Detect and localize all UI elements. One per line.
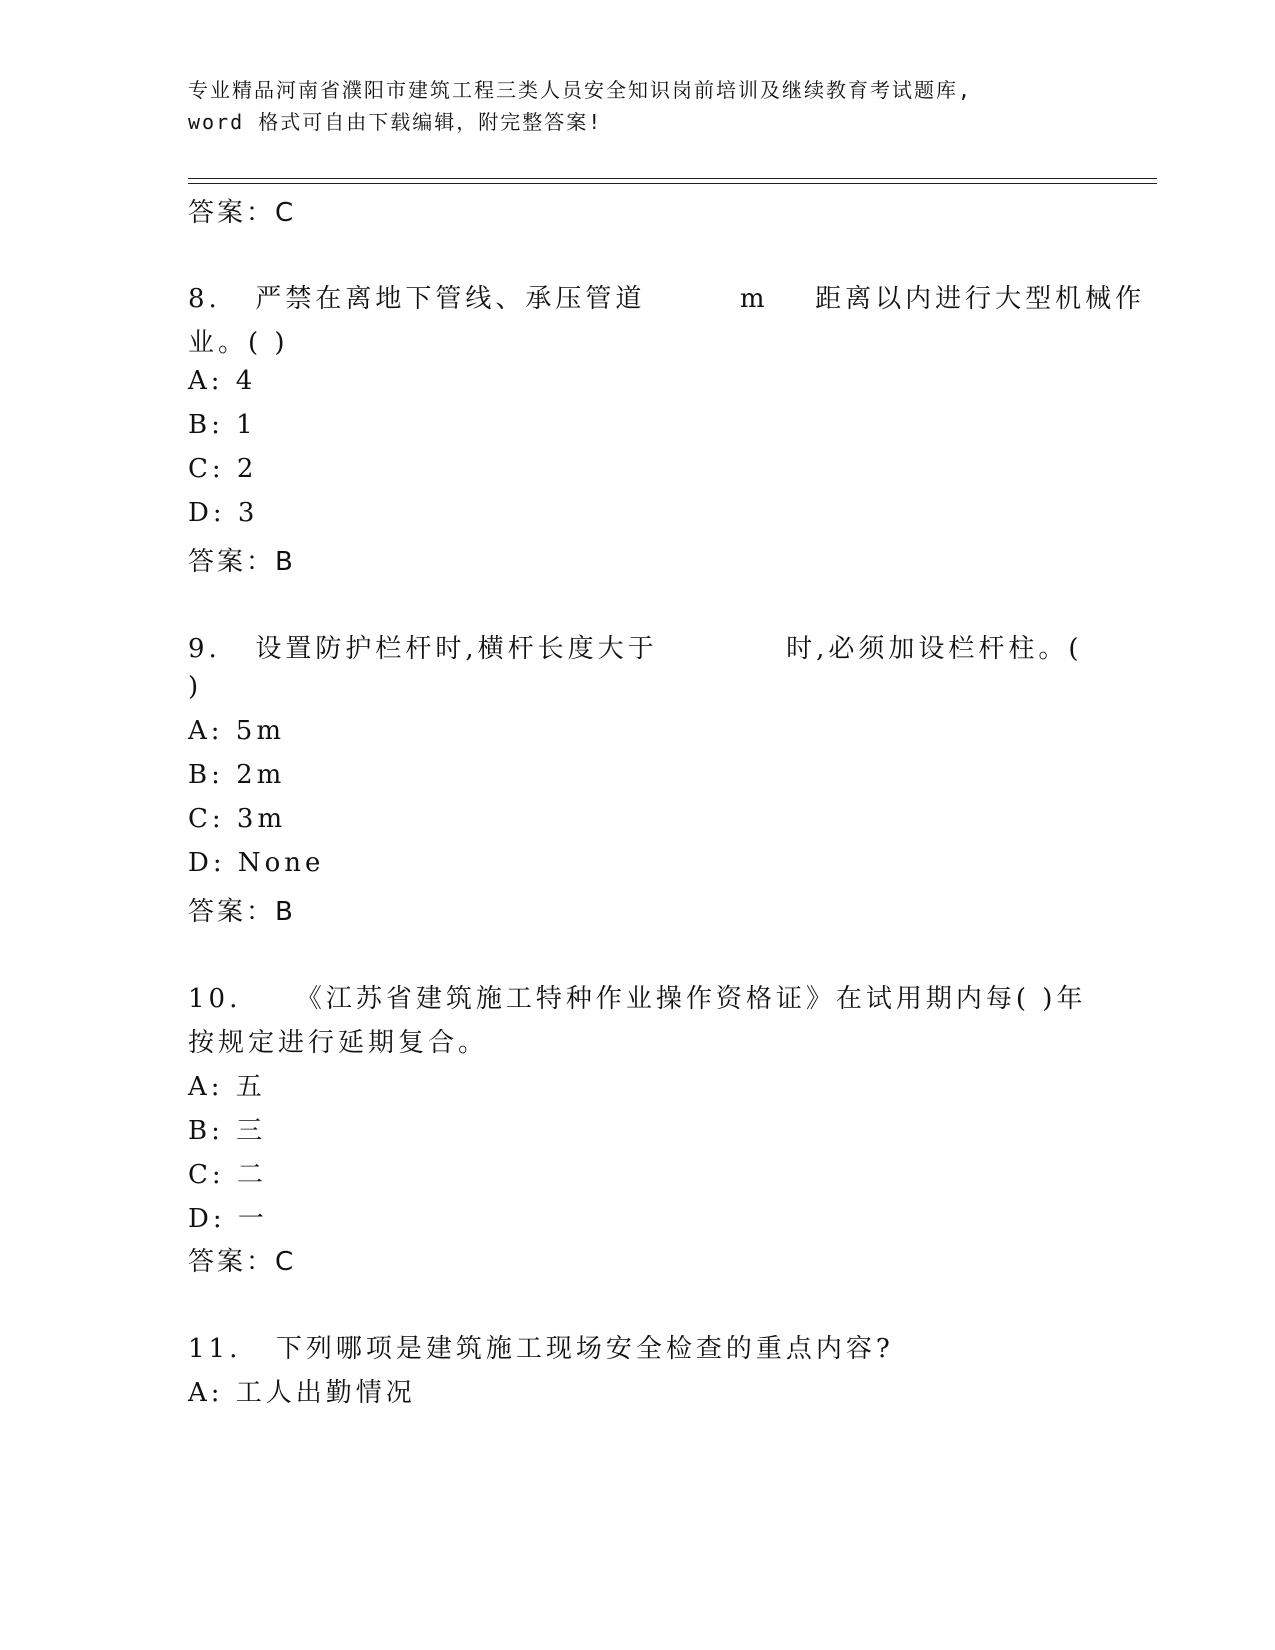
question-10-option-d: D: 一 bbox=[188, 1204, 268, 1234]
question-10-option-c: C: 二 bbox=[188, 1160, 267, 1190]
question-9-option-b: B: 2m bbox=[188, 760, 286, 790]
header-line-2: word 格式可自由下载编辑，附完整答案! bbox=[188, 110, 603, 134]
question-text: 《江苏省建筑施工特种作业操作资格证》在试用期内每( )年 bbox=[295, 984, 1087, 1014]
document-header bbox=[188, 74, 1088, 138]
question-text-cont: 距离以内进行大型机械作 bbox=[815, 284, 1146, 314]
question-number: 9. bbox=[188, 634, 221, 664]
question-number: 10. bbox=[188, 984, 242, 1014]
question-8-stem-line2: 业。( ) bbox=[188, 328, 289, 358]
question-11-stem bbox=[188, 1328, 894, 1365]
question-text: 严禁在离地下管线、承压管道 bbox=[255, 284, 646, 314]
question-9-stem bbox=[188, 628, 1083, 665]
question-8-option-a: A: 4 bbox=[188, 366, 257, 396]
answer-previous: 答案：C bbox=[188, 198, 297, 228]
question-11-option-a: A: 工人出勤情况 bbox=[188, 1378, 416, 1408]
question-unit: m bbox=[739, 284, 769, 314]
question-text: 设置防护栏杆时,横杆长度大于 bbox=[255, 634, 658, 664]
header-rule-top bbox=[188, 178, 1157, 179]
header-rule-bottom bbox=[188, 183, 1157, 184]
question-10-option-b: B: 三 bbox=[188, 1116, 267, 1146]
question-10-answer: 答案：C bbox=[188, 1247, 297, 1277]
question-9-stem-line2: ) bbox=[188, 672, 203, 702]
question-8-option-b: B: 1 bbox=[188, 410, 257, 440]
question-number: 8. bbox=[188, 284, 221, 314]
question-10-stem-line2: 按规定进行延期复合。 bbox=[188, 1028, 489, 1058]
question-10-option-a: A: 五 bbox=[188, 1072, 266, 1102]
question-8-option-d: D: 3 bbox=[188, 498, 259, 528]
question-9-option-d: D: None bbox=[188, 848, 325, 878]
question-10-stem bbox=[188, 978, 1086, 1015]
question-9-option-a: A: 5m bbox=[188, 716, 285, 746]
question-9-answer: 答案：B bbox=[188, 897, 296, 927]
question-number: 11. bbox=[188, 1334, 242, 1364]
question-9-option-c: C: 3m bbox=[188, 804, 287, 834]
question-text-cont: 时,必须加设栏杆柱。( bbox=[786, 634, 1083, 664]
question-8-option-c: C: 2 bbox=[188, 454, 258, 484]
header-line-1: 专业精品河南省濮阳市建筑工程三类人员安全知识岗前培训及继续教育考试题库, bbox=[188, 78, 973, 102]
question-text: 下列哪项是建筑施工现场安全检查的重点内容? bbox=[275, 1334, 894, 1364]
question-8-stem bbox=[188, 278, 1145, 315]
question-8-answer: 答案：B bbox=[188, 547, 296, 577]
